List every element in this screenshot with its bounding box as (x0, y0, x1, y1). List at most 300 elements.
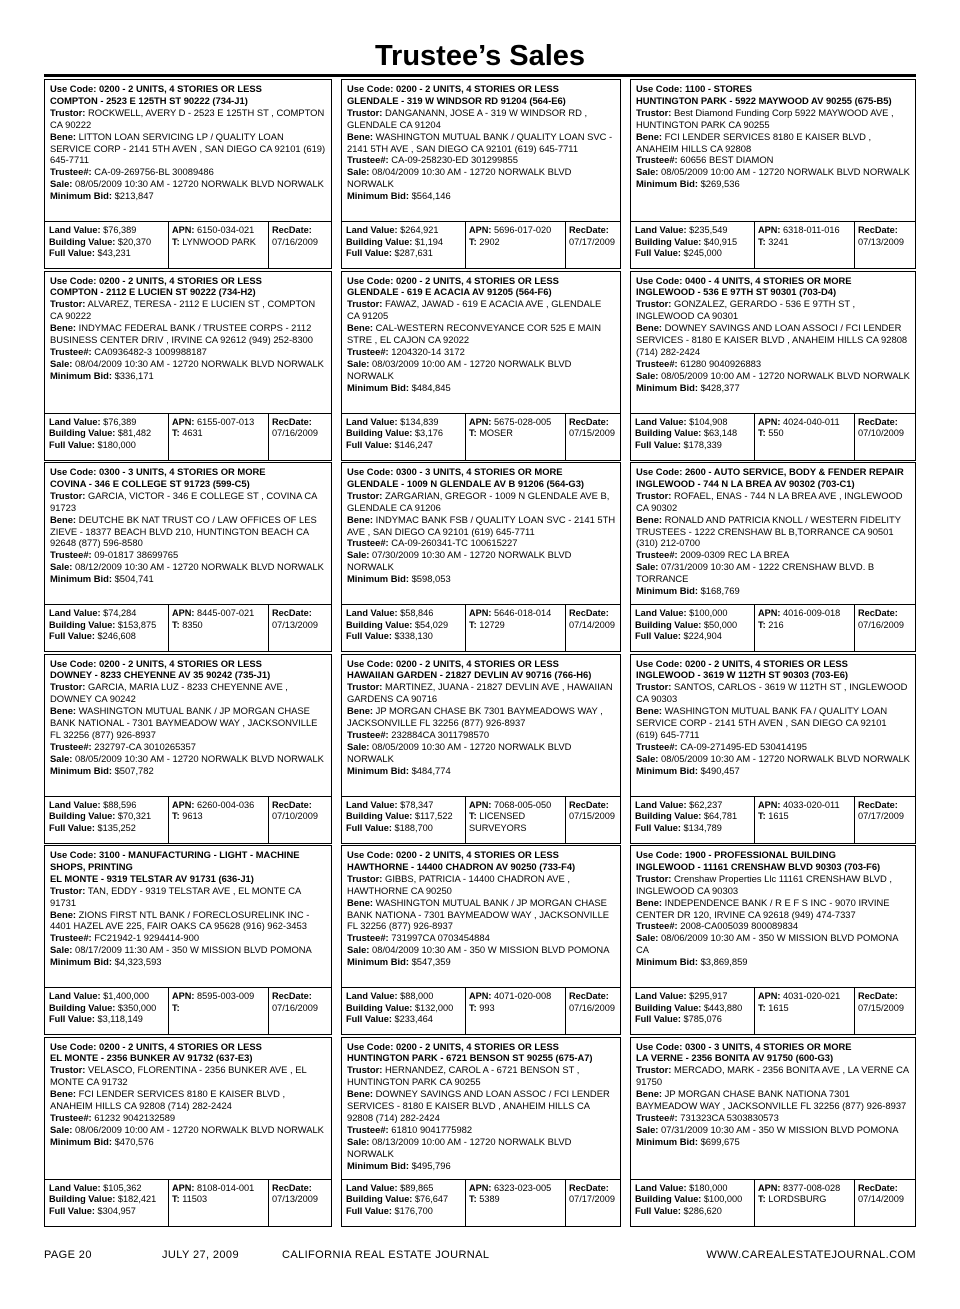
listing-line-value: $484,774 (408, 764, 451, 776)
t-field (469, 1003, 562, 1015)
t-value: 12729 (479, 619, 505, 630)
building-field (346, 1003, 462, 1015)
full-label: Full Value: (346, 1205, 392, 1216)
listing-line-label: Sale: (50, 944, 73, 956)
full-label: Full Value: (635, 631, 681, 642)
land-value: $76,389 (103, 416, 137, 427)
listing-line-value: WASHINGTON MUTUAL BANK / JP MORGAN CHASE BANK NATIONA - 7301 BAYMEADOW WAY , JACKSONVILLE FL 32256 (877) 926-8937 (347, 896, 610, 932)
building-value: $1,194 (414, 236, 444, 247)
values-column (342, 1180, 466, 1226)
full-value: $246,608 (97, 631, 136, 642)
building-field (346, 620, 462, 632)
building-label: Building Value: (346, 236, 413, 247)
listing-line-label: Use Code: 0200 - 2 UNITS, 4 STORIES OR LESS (50, 274, 262, 286)
values-column (631, 222, 755, 268)
t-field (758, 1194, 851, 1206)
listing-line (50, 466, 327, 478)
full-label: Full Value: (49, 822, 95, 833)
land-field (346, 1183, 462, 1195)
listing-line-value: $4,323,593 (111, 956, 162, 968)
listing-line-value: 08/05/2009 10:30 AM - 12720 NORWALK BLVD NORWALK (347, 740, 572, 764)
apn-value: 8595-003-009 (197, 991, 255, 1001)
listing-details (342, 846, 620, 987)
full-field (49, 1014, 165, 1026)
t-field (172, 620, 265, 632)
listing-line-label: HUNTINGTON PARK - 6721 BENSON ST 90255 (675-A7) (347, 1052, 593, 1064)
listing-line (347, 681, 616, 705)
land-label: Land Value: (635, 416, 687, 427)
listing-line (347, 1160, 616, 1172)
listing-line-value: JP MORGAN CHASE BK 7301 BAYMEADOWS WAY , JACKSONVILLE FL 32256 (877) 926-8937 (347, 705, 603, 729)
t-value: 216 (768, 619, 784, 630)
listing-line-label: Trustee#: (636, 740, 678, 752)
land-value: $134,839 (400, 416, 439, 427)
land-value: $235,549 (689, 225, 728, 235)
listing-line-label: GLENDALE - 1009 N GLENDALE AV B 91206 (564-G3) (347, 477, 585, 489)
apn-value: 7068-005-050 (494, 799, 552, 810)
recdate-value: 07/15/2009 (569, 428, 615, 439)
listing-line (50, 83, 327, 95)
listing-line-value: RONALD AND PATRICIA KNOLL / WESTERN FIDELITY TRUSTEES - 1222 CRENSHAW BL B,TORRANCE CA 90501 (310) 212-0700 (636, 513, 901, 549)
listing-line-value: $490,457 (697, 764, 740, 776)
listing-details (45, 80, 331, 221)
apn-value: 5696-017-020 (494, 225, 552, 235)
listing-line (347, 873, 616, 897)
listing-line-label: Trustor: (347, 872, 383, 884)
t-field (469, 237, 562, 249)
listing-line (636, 932, 911, 956)
listing-line-value: 1204320-14 3172 (388, 345, 465, 357)
t-value: 5389 (479, 1194, 500, 1205)
recdate-label: RecDate: (569, 225, 609, 235)
footer-url: WWW.CAREALESTATEJOURNAL.COM (706, 1249, 916, 1261)
listing-line-label: Bene: (347, 1088, 374, 1100)
t-label: T: (172, 811, 180, 822)
values-column (169, 797, 269, 843)
values-column (342, 605, 466, 651)
values-column (45, 414, 169, 460)
land-field (49, 608, 165, 620)
listing-line (636, 275, 911, 287)
land-label: Land Value: (635, 799, 687, 810)
listing-line-value: 2008-CA005039 800089834 (677, 920, 799, 932)
listing-line-label: Trustor: (347, 681, 383, 693)
listing-line-label: INGLEWOOD - 3619 W 112TH ST 90303 (703-E6) (636, 669, 849, 681)
listing-line-label: Bene: (50, 513, 77, 525)
recdate-value: 07/16/2009 (272, 236, 318, 247)
listing-line-label: Minimum Bid: (347, 190, 409, 202)
listing-line (347, 897, 616, 933)
apn-field (172, 800, 265, 812)
full-field (49, 440, 165, 452)
listing-line-label: Minimum Bid: (347, 573, 409, 585)
building-field (49, 1194, 165, 1206)
listing-line (50, 275, 327, 287)
building-value: $54,029 (414, 619, 449, 630)
t-field (469, 428, 562, 440)
building-value: $64,781 (703, 811, 738, 822)
listing-line-label: Sale: (347, 357, 370, 369)
listing-line (347, 154, 616, 166)
listing-line (50, 681, 327, 705)
listing-line-value: HERNANDEZ, CAROL A - 6721 BENSON ST , HUNTINGTON PARK CA 90255 (347, 1064, 580, 1088)
listing-line-value: DEUTCHE BK NAT TRUST CO / LAW OFFICES OF LES ZIEVE - 18377 BEACH BLVD 210, HUNTINGTON BEACH CA 92648 (877) 596-8580 (50, 513, 317, 549)
land-field (635, 991, 751, 1003)
listing-details (342, 1038, 620, 1179)
listing-details (631, 272, 915, 413)
listing-line (50, 1136, 327, 1148)
listing-line-value: SANTOS, CARLOS - 3619 W 112TH ST , INGLEWOOD CA 90303 (636, 681, 908, 705)
listing-line-label: Trustee#: (347, 728, 389, 740)
building-field (635, 237, 751, 249)
listing-line (50, 131, 327, 167)
listing-line (636, 95, 911, 107)
listing-values (45, 1179, 331, 1226)
listing-card (630, 1037, 916, 1227)
listing-details (45, 272, 331, 413)
listing-line-label: Sale: (347, 549, 370, 561)
listing-line-value: 08/03/2009 10:00 AM - 12720 NORWALK BLVD NORWALK (347, 357, 572, 381)
apn-value: 6323-023-005 (494, 1182, 552, 1193)
listing-line (347, 741, 616, 765)
listing-line-value: ZIONS FIRST NTL BANK / FORECLOSURELINK INC - 4401 HAZEL AVE 225, FAIR OAKS CA 95628 (916) 962-3453 (50, 908, 310, 932)
listing-line (636, 1136, 911, 1148)
building-field (49, 620, 165, 632)
building-field (635, 1194, 751, 1206)
listing-line (347, 514, 616, 538)
building-label: Building Value: (49, 236, 116, 247)
building-value: $100,000 (703, 1194, 743, 1205)
listing-line (636, 956, 911, 968)
listing-values (45, 796, 331, 843)
t-field (469, 811, 562, 834)
listing-line-value: $495,796 (408, 1159, 451, 1171)
listing-line (636, 1112, 911, 1124)
listing-line-label: Sale: (636, 932, 659, 944)
listing-line-label: Trustor: (50, 106, 86, 118)
apn-field (172, 225, 265, 237)
land-value: $180,000 (689, 1182, 728, 1193)
listing-line-label: Trustee#: (347, 537, 389, 549)
listing-values (342, 604, 620, 651)
land-field (49, 800, 165, 812)
land-field (49, 1183, 165, 1195)
listing-line (636, 514, 911, 550)
listing-line (347, 944, 616, 956)
full-value: $135,252 (97, 822, 136, 833)
listing-line-value: TAN, EDDY - 9319 TELSTAR AVE , EL MONTE CA 91731 (50, 884, 301, 908)
t-label: T: (172, 1002, 180, 1013)
values-column (855, 797, 915, 843)
listing-line-value: Crenshaw Properties Llc 11161 CRENSHAW BLVD , INGLEWOOD CA 90303 (636, 872, 892, 896)
listing-line-value: WASHINGTON MUTUAL BANK / JP MORGAN CHASE BANK NATIONAL - 7301 BAYMEADOW WAY , JACKSONVILLE FL 32256 (877) 926-8937 (50, 705, 318, 740)
listing-line-label: Trustor: (50, 298, 86, 310)
listing-line-label: Trustee#: (347, 345, 389, 357)
listing-line-label: GLENDALE - 619 E ACACIA AV 91205 (564-F6) (347, 286, 552, 298)
listing-details (45, 655, 331, 796)
listing-line-label: Trustee#: (636, 154, 678, 166)
listing-line (636, 1088, 911, 1112)
footer-date: JULY 27, 2009 (162, 1249, 239, 1261)
listing-line (347, 669, 616, 681)
listing-line-value: 08/17/2009 11:30 AM - 350 W MISSION BLVD POMONA (72, 944, 312, 956)
apn-value: 4016-009-018 (783, 608, 841, 618)
listing-line-label: INGLEWOOD - 744 N LA BREA AV 90302 (703-C1) (636, 477, 855, 489)
building-field (49, 428, 165, 440)
listing-line-label: Trustee#: (636, 1111, 678, 1123)
listing-line-label: Sale: (50, 357, 73, 369)
listing-line-value: $428,377 (697, 381, 740, 393)
values-column (755, 797, 855, 843)
t-field (172, 1194, 265, 1206)
listing-line (347, 490, 616, 514)
values-column (631, 414, 755, 460)
listing-line-label: Trustor: (636, 298, 672, 310)
listing-line-label: Trustor: (636, 681, 672, 693)
listing-line (50, 741, 327, 753)
listing-card (44, 845, 332, 1035)
full-label: Full Value: (49, 1014, 95, 1025)
listing-card (44, 271, 332, 461)
t-label: T: (172, 236, 180, 247)
building-label: Building Value: (49, 619, 116, 630)
listing-values (631, 987, 915, 1034)
building-label: Building Value: (346, 428, 413, 439)
listing-line-value: $507,782 (111, 764, 154, 776)
listing-row (44, 271, 916, 463)
apn-field (469, 1183, 562, 1195)
recdate-label: RecDate: (569, 1182, 609, 1193)
listing-line-label: Sale: (347, 944, 370, 956)
listing-line-label: Trustee#: (347, 1123, 389, 1135)
listing-line-label: INGLEWOOD - 536 E 97TH ST 90301 (703-D4) (636, 286, 837, 298)
listing-line-value: CAL-WESTERN RECONVEYANCE COR 525 E MAIN STRE , EL CAJON CA 92022 (347, 322, 602, 346)
listing-line-value: CA-09-271495-ED 530414195 (677, 740, 807, 752)
listing-line-label: Use Code: 0300 - 3 UNITS, 4 STORIES OR MORE (636, 1040, 852, 1052)
apn-value: 6155-007-013 (197, 416, 255, 427)
listing-details (342, 272, 620, 413)
listing-details (342, 463, 620, 604)
t-field (172, 428, 265, 440)
listing-line (636, 1052, 911, 1064)
full-value: $188,700 (394, 822, 433, 833)
listing-line (50, 658, 327, 670)
values-column (755, 414, 855, 460)
listing-details (342, 655, 620, 796)
listing-line-label: Trustee#: (636, 357, 678, 369)
full-label: Full Value: (635, 439, 681, 450)
land-label: Land Value: (346, 416, 398, 427)
apn-field (758, 225, 851, 237)
land-value: $104,908 (689, 416, 728, 427)
recdate-value: 07/10/2009 (858, 428, 904, 439)
building-field (635, 1003, 751, 1015)
full-value: $304,957 (97, 1205, 136, 1216)
listing-line (347, 358, 616, 382)
land-field (49, 991, 165, 1003)
listing-line-label: COVINA - 346 E COLLEGE ST 91723 (599-C5) (50, 477, 250, 489)
recdate-value: 07/17/2009 (569, 236, 615, 247)
listing-line-label: Use Code: 0300 - 3 UNITS, 4 STORIES OR MORE (50, 466, 266, 477)
land-value: $105,362 (103, 1182, 142, 1193)
listing-line (50, 358, 327, 370)
listing-line (636, 166, 911, 178)
listing-line (50, 1064, 327, 1088)
recdate-value: 07/16/2009 (272, 428, 318, 439)
land-value: $58,846 (400, 608, 434, 618)
land-value: $295,917 (689, 991, 728, 1001)
title-rule (44, 74, 916, 77)
listing-details (45, 1038, 331, 1179)
listing-values (45, 604, 331, 651)
t-label: T: (469, 428, 477, 439)
t-label: T: (172, 428, 180, 439)
listing-line-value: 08/12/2009 10:30 AM - 12720 NORWALK BLVD NORWALK (72, 561, 324, 573)
listing-line-label: Sale: (347, 740, 370, 752)
listing-line (50, 286, 327, 298)
listing-line-label: Trustee#: (636, 920, 678, 932)
listing-values (45, 221, 331, 268)
building-value: $350,000 (117, 1002, 157, 1013)
recdate-label: RecDate: (272, 799, 312, 810)
values-column (566, 414, 620, 460)
listing-line-label: Minimum Bid: (636, 178, 698, 190)
full-label: Full Value: (346, 1014, 392, 1025)
apn-label: APN: (469, 225, 492, 235)
land-label: Land Value: (49, 991, 101, 1001)
listing-line-value: $598,053 (408, 573, 451, 585)
listing-line (347, 956, 616, 968)
listing-line (50, 95, 327, 107)
building-value: $443,880 (703, 1002, 743, 1013)
listing-line (347, 286, 616, 298)
listing-line (50, 1112, 327, 1124)
listing-card (630, 271, 916, 461)
full-field (635, 631, 751, 643)
listing-line (347, 478, 616, 490)
listing-line-value: ROCKWELL, AVERY D - 2523 E 125TH ST , COMPTON CA 90222 (50, 106, 325, 130)
listing-line-value: 09-01817 38699765 (91, 549, 179, 561)
recdate-value: 07/17/2009 (858, 811, 904, 822)
listing-details (631, 80, 915, 221)
listing-line (636, 83, 911, 95)
full-value: $245,000 (683, 248, 722, 259)
listing-card (341, 1037, 621, 1227)
values-column (269, 797, 331, 843)
listing-line-label: Bene: (636, 322, 663, 334)
land-field (635, 800, 751, 812)
t-field (758, 428, 851, 440)
full-value: $338,130 (394, 631, 433, 642)
land-label: Land Value: (635, 225, 687, 235)
full-label: Full Value: (635, 1205, 681, 1216)
listing-line (636, 681, 911, 705)
values-column (169, 414, 269, 460)
listing-line (636, 322, 911, 358)
building-value: $117,522 (414, 811, 453, 822)
listing-values (631, 1179, 915, 1226)
values-column (855, 222, 915, 268)
listing-line (50, 298, 327, 322)
t-value: 550 (768, 428, 784, 439)
listing-line (636, 131, 911, 155)
listing-line (636, 705, 911, 741)
land-label: Land Value: (635, 991, 687, 1001)
t-field (758, 811, 851, 823)
t-value: MOSER (479, 428, 513, 439)
recdate-value: 07/16/2009 (272, 1002, 318, 1013)
listing-line-label: Bene: (50, 322, 77, 334)
apn-value: 5675-028-005 (494, 416, 552, 427)
apn-field (758, 991, 851, 1003)
listing-line-value: GONZALEZ, GERARDO - 536 E 97TH ST , INGLEWOOD CA 90301 (636, 298, 856, 322)
listing-line-label: Bene: (347, 705, 374, 717)
t-label: T: (758, 619, 766, 630)
listing-details (631, 1038, 915, 1179)
full-field (346, 823, 462, 835)
listing-values (342, 1179, 620, 1226)
listing-values (45, 413, 331, 460)
listing-line-label: Sale: (50, 561, 73, 573)
listing-line-label: Use Code: 0200 - 2 UNITS, 4 STORIES OR LESS (50, 83, 262, 94)
listing-line (50, 490, 327, 514)
values-column (566, 1180, 620, 1226)
listing-line-label: Use Code: 0200 - 2 UNITS, 4 STORIES OR LESS (347, 1040, 559, 1052)
listing-line-value: FAWAZ, JAWAD - 619 E ACACIA AVE , GLENDALE CA 91205 (347, 298, 602, 322)
listing-line (636, 154, 911, 166)
listing-line-value: $470,576 (111, 1135, 154, 1147)
recdate-label: RecDate: (858, 991, 898, 1001)
recdate-label: RecDate: (858, 608, 898, 618)
land-label: Land Value: (49, 799, 101, 810)
building-field (635, 811, 751, 823)
listing-line-label: Bene: (347, 130, 374, 142)
t-value: 11503 (182, 1194, 208, 1205)
land-field (635, 608, 751, 620)
full-value: $286,620 (683, 1205, 722, 1216)
listing-line-label: Sale: (347, 1135, 370, 1147)
listing-line (347, 166, 616, 190)
t-value: 8350 (182, 619, 203, 630)
land-field (346, 225, 462, 237)
listing-line (50, 514, 327, 550)
full-value: $146,247 (394, 439, 433, 450)
values-column (466, 988, 566, 1034)
listing-line-value: CA0936482-3 1009988187 (91, 345, 207, 357)
land-value: $264,921 (400, 225, 439, 235)
listing-line (50, 932, 327, 944)
apn-label: APN: (172, 1182, 195, 1193)
land-label: Land Value: (346, 991, 398, 1001)
values-column (45, 797, 169, 843)
listing-line-label: Bene: (347, 322, 374, 334)
building-label: Building Value: (49, 1194, 116, 1205)
listing-line (347, 861, 616, 873)
land-value: $100,000 (689, 608, 728, 618)
listing-line (636, 1041, 911, 1053)
listing-line-label: Minimum Bid: (50, 369, 112, 381)
values-column (631, 1180, 755, 1226)
listing-line-label: Trustee#: (347, 154, 389, 166)
listing-line-label: Bene: (636, 130, 663, 142)
listing-line-label: Minimum Bid: (50, 956, 112, 968)
t-field (469, 620, 562, 632)
listing-line-label: EL MONTE - 9319 TELSTAR AV 91731 (636-J1) (50, 872, 254, 884)
land-label: Land Value: (635, 608, 687, 618)
listing-row (44, 462, 916, 654)
listing-line (50, 107, 327, 131)
full-value: $178,339 (683, 439, 722, 450)
